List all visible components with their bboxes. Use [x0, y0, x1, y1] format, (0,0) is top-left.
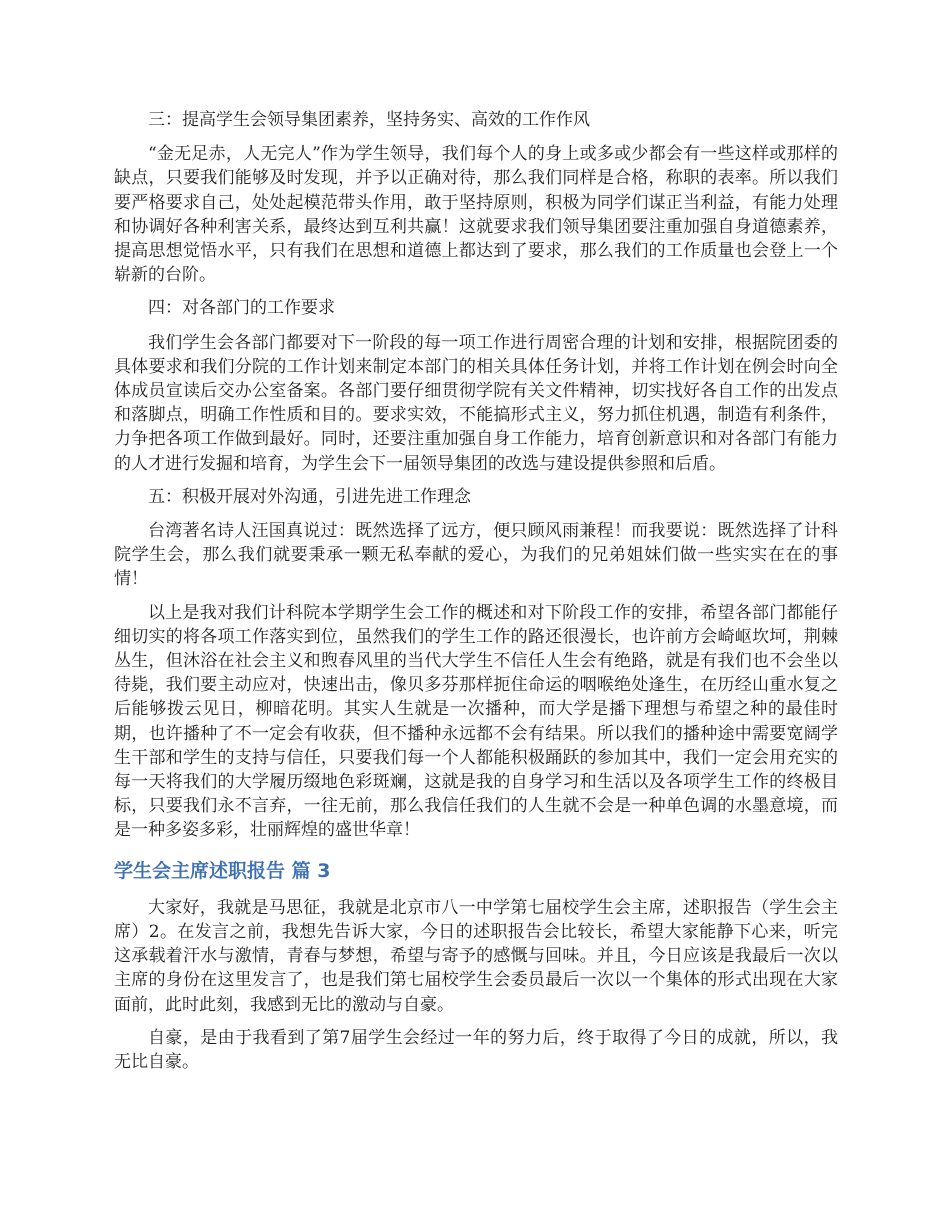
subheading-five: 五：积极开展对外沟通，引进先进工作理念	[148, 486, 471, 507]
paragraph-introduction: 大家好，我就是马思征，我就是北京市八一中学第七届校学生会主席，述职报告（学生会主席）2。在发言之前，我想先告诉大家，今日的述职报告会比较长，希望大家能静下心来，听完这承载着汗水与激情，青春与梦想，希望与寄予的感慨与回味。并且，今日应该是我最后一次以主席的身份在这里发言了，也是我们第七届校学生会委员最后一次以一个集体的形式出现在大家面前，此时此刻，我感到无比的激动与自豪。	[114, 897, 838, 1015]
subheading-four: 四：对各部门的工作要求	[148, 298, 335, 319]
paragraph-departments: 我们学生会各部门都要对下一阶段的每一项工作进行周密合理的计划和安排，根据院团委的具体要求和我们分院的工作计划来制定本部门的相关具体任务计划，并将工作计划在例会时向全体成员宣读后交办公室备案。各部门要仔细贯彻学院有关文件精神，切实找好各自工作的出发点和落脚点，明确工作性质和目的。要求实效，不能搞形式主义，努力抓住机遇，制造有利条件，力争把各项工作做到最好。同时，还要注重加强自身工作能力，培育创新意识和对各部门有能力的人才进行发掘和培育，为学生会下一届领导集团的改选与建设提供参照和后盾。	[114, 332, 838, 474]
subheading-three: 三：提高学生会领导集团素养，坚持务实、高效的工作作风	[148, 110, 590, 130]
paragraph-quote: 台湾著名诗人汪国真说过：既然选择了远方，便只顾风雨兼程！而我要说：既然选择了计科院学生会，那么我们就要秉承一颗无私奉献的爱心，为我们的兄弟姐妹们做一些实实在在的事情！	[114, 521, 838, 590]
paragraph-leadership: “金无足赤，人无完人”作为学生领导，我们每个人的身上或多或少都会有一些这样或那样的缺点，只要我们能够及时发现，并予以正确对待，那么我们同样是合格，称职的表率。所以我们要严格要求自己，处处起模范带头作用，敢于坚持原则，积极为同学们谋正当利益，有能力处理和协调好各种利害关系，最终达到互利共赢！这就要求我们领导集团要注重加强自身道德素养，提高思想觉悟水平，只有我们在思想和道德上都达到了要求，那么我们的工作质量也会登上一个崭新的台阶。	[114, 144, 838, 286]
section-heading: 学生会主席述职报告 篇 3	[114, 859, 331, 882]
document-page	[114, 108, 838, 1074]
paragraph-summary: 以上是我对我们计科院本学期学生会工作的概述和对下阶段工作的安排，希望各部门都能仔细切实的将各项工作落实到位，虽然我们的学生工作的路还很漫长，也许前方会崎岖坎坷，荆棘丛生，但沐浴在社会主义和煦春风里的当代大学生不信任人生会有绝路，就是有我们也不会坐以待毙，我们要主动应对，快速出击，像贝多芬那样扼住命运的咽喉绝处逢生，在历经山重水复之后能够拨云见日，柳暗花明。其实人生就是一次播种，而大学是播下理想与希望之种的最佳时期，也许播种了不一定会有收获，但不播种永远都不会有结果。所以我们的播种途中需要宽阔学生干部和学生的支持与信任，只要我们每一个人都能积极踊跃的参加其中，我们一定会用充实的每一天将我们的大学履历缀地色彩斑斓，这就是我的自身学习和生活以及各项学生工作的终极目标，只要我们永不言弃，一往无前，那么我信任我们的人生就不会是一种单色调的水墨意境，而是一种多姿多彩，壮丽辉煌的盛世华章！	[114, 602, 838, 841]
paragraph-pride: 自豪，是由于我看到了第7届学生会经过一年的努力后，终于取得了今日的成就，所以，我无比自豪。	[114, 1027, 838, 1072]
